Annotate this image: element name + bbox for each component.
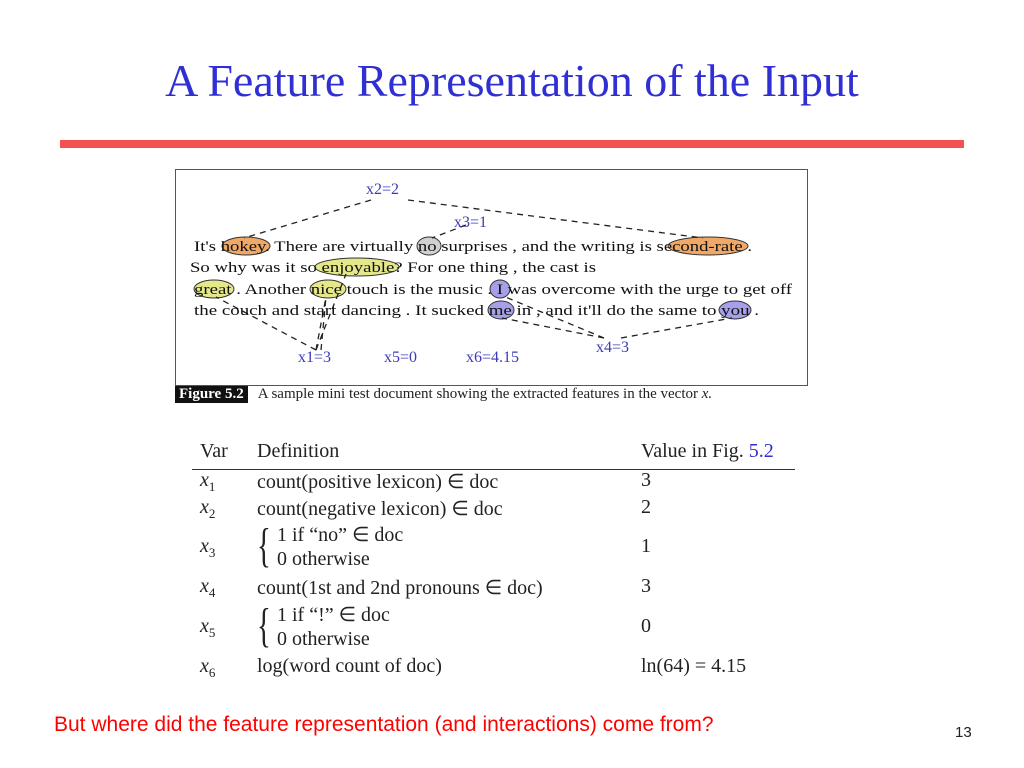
title-divider [60, 140, 964, 148]
row-value: 3 [641, 469, 651, 491]
figure-box [175, 169, 808, 386]
row-value: ln(64) = 4.15 [641, 655, 747, 677]
row-var: $x_1$ [200, 469, 216, 494]
header-value [641, 440, 774, 463]
label-x4: x4=3 [596, 339, 630, 356]
label-x6: x6=4.15 [466, 349, 520, 366]
header-var: Var [200, 440, 228, 462]
row-value: 0 [641, 615, 651, 637]
row-value: 3 [641, 575, 651, 597]
caption-text: A sample mini test document showing the extracted features in the vector [257, 386, 699, 402]
doc-line-1: It's hokey. There are virtually no surprises , and the writing is second-rate . [194, 239, 752, 255]
case-line: 0 otherwise [277, 548, 370, 570]
page-number: 13 [955, 724, 972, 741]
row-var: $x_3$ [200, 535, 216, 560]
doc-line-2: So why was it so enjoyable? For one thing , the cast is [190, 260, 597, 276]
row-definition: count(1st and 2nd pronouns ∈ doc) [257, 577, 543, 599]
header-value-prefix: Value in Fig. [641, 440, 749, 462]
label-x2: x2=2 [366, 181, 400, 198]
figure-ref-link[interactable]: 5.2 [748, 440, 774, 462]
case-line: 0 otherwise [277, 628, 370, 650]
header-definition: Definition [257, 440, 340, 462]
row-definition: count(negative lexicon) ∈ doc [257, 498, 503, 520]
label-x5: x5=0 [384, 349, 418, 366]
figure-caption [175, 386, 815, 406]
case-line: 1 if “!” ∈ doc [277, 604, 390, 626]
row-value: 2 [641, 496, 651, 518]
row-definition: count(positive lexicon) ∈ doc [257, 471, 499, 493]
feature-diagram [176, 170, 807, 385]
row-var: $x_5$ [200, 615, 216, 640]
row-var: $x_4$ [200, 575, 216, 600]
case-block [257, 519, 637, 578]
left-brace: { [257, 519, 271, 572]
case-line: 1 if “no” ∈ doc [277, 524, 404, 546]
label-x1: x1=3 [298, 349, 332, 366]
left-brace: { [257, 599, 271, 652]
doc-line-4: the couch and start dancing . It sucked me in , and it'll do the same to you . [194, 303, 759, 319]
caption-var: x. [701, 386, 713, 402]
closing-question: But where did the feature representation (and interactions) come from? [54, 713, 714, 736]
figure-number: Figure 5.2 [175, 386, 248, 403]
row-var: $x_2$ [200, 496, 216, 521]
slide-title: A Feature Representation of the Input [165, 55, 859, 106]
row-var: $x_6$ [200, 655, 216, 680]
row-value: 1 [641, 535, 651, 557]
case-block [257, 599, 637, 658]
label-x3: x3=1 [454, 214, 488, 231]
doc-line-3: great . Another nice touch is the music . I was overcome with the urge to get off [194, 282, 792, 298]
row-definition: log(word count of doc) [257, 655, 442, 677]
